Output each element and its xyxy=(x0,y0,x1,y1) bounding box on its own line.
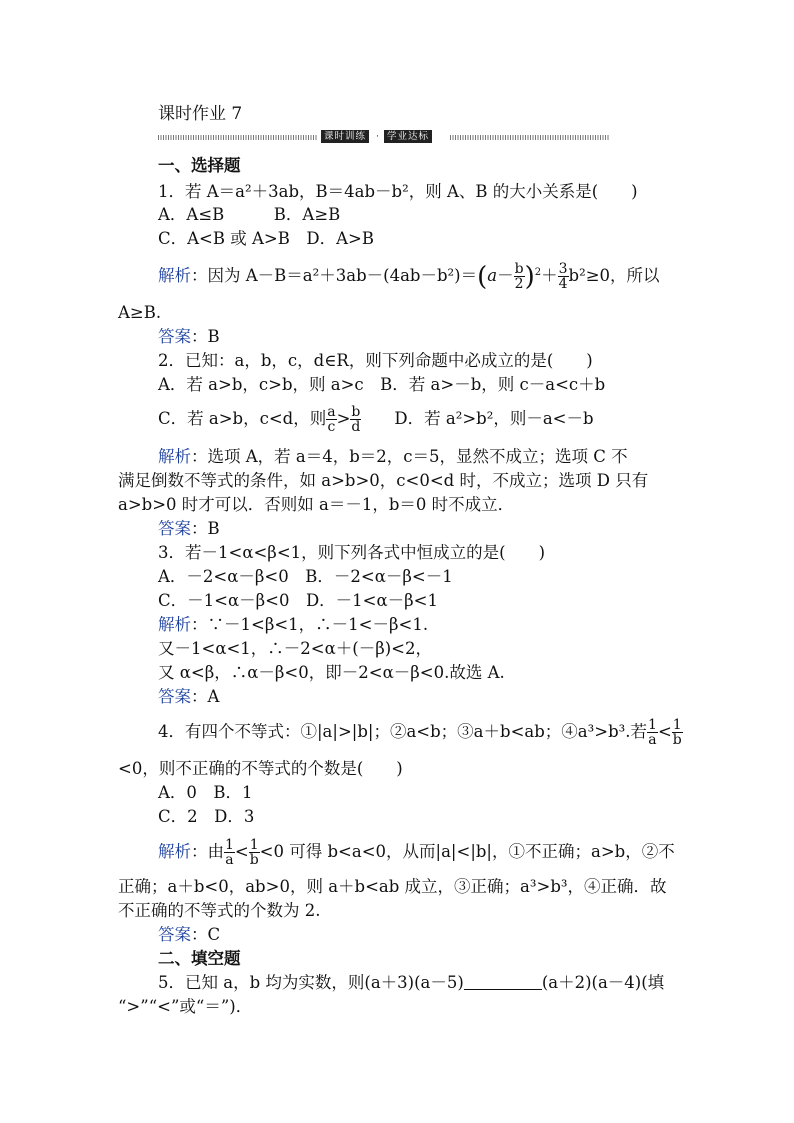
q2-explanation-line3: a>b>0 时才可以．否则如 a＝－1，b＝0 时不成立． xyxy=(118,495,515,514)
q2-stem: 2．已知：a，b，c，d∈R，则下列命题中必成立的是( ) xyxy=(158,351,593,370)
q4-explanation-line3: 不正确的不等式的个数为 2. xyxy=(118,901,321,920)
section-heading-choice: 一、选择题 xyxy=(158,156,241,175)
q4-exp-fraction-1-a: $\frac{1}{a}$ xyxy=(225,837,234,868)
banner-label-left: 课时训练 xyxy=(321,130,369,143)
q1-explanation-cont: A≥B. xyxy=(118,303,162,322)
q3-answer: 答案：A xyxy=(158,687,220,706)
q5-stem: 5．已知 a，b 均为实数，则(a＋3)(a－5) (a＋2)(a－4)(填 xyxy=(158,973,665,992)
q2-fraction-a-c: $\frac{a}{c}$ xyxy=(327,404,336,435)
q5-stem-cont: “>”“<”或“＝”)． xyxy=(118,997,253,1016)
q1-options-cd: C．A<B 或 A>B D．A>B xyxy=(158,229,374,248)
q1-stem: 1．若 A＝a²＋3ab，B＝4ab－b²，则 A、B 的大小关系是( ) xyxy=(158,182,638,201)
section-banner xyxy=(158,130,610,144)
q4-explanation: 解析：由 $\frac{1}{a}$ < $\frac{1}{b}$ <0 可得 b<a<0，从而|a|<|b|，①不正确；a>b，②不 xyxy=(158,837,675,868)
explanation-label: 解析 xyxy=(158,266,191,285)
banner-label-right: 学业达标 xyxy=(384,130,432,143)
q2-explanation: 解析：选项 A，若 a＝4，b＝2，c＝5，显然不成立；选项 C 不 xyxy=(158,447,628,466)
q4-options-cd: C．2 D．3 xyxy=(158,807,255,826)
section-heading-fill: 二、填空题 xyxy=(158,949,241,968)
q1-explanation: 解析：因为 A－B＝a²＋3ab－(4ab－b²)＝(a－ $\frac{b}{2}$ )$^2$＋ $\frac{3}{4}$ b²≥0，所以 xyxy=(158,261,660,292)
answer-label: 答案 xyxy=(158,327,191,346)
q2-explanation-line2: 满足倒数不等式的条件，如 a>b>0，c<0<d 时，不成立；选项 D 只有 xyxy=(118,471,649,490)
q4-fraction-1-a: $\frac{1}{a}$ xyxy=(648,717,657,748)
q4-explanation-line2: 正确；a＋b<0，ab>0，则 a＋b<ab 成立，③正确；a³>b³，④正确．故 xyxy=(118,877,667,896)
q1-fraction-3-4: $\frac{3}{4}$ xyxy=(558,261,568,292)
q1-options-ab: A．A≤B B．A≥B xyxy=(158,205,341,224)
q3-explanation: 解析：∵－1<β<1，∴－1<－β<1. xyxy=(158,615,429,634)
q1-exp-text-1: ：因为 A－B＝a²＋3ab－(4ab－b²)＝ xyxy=(191,266,478,285)
q4-stem: 4．有四个不等式：①|a|>|b|；②a<b；③a＋b<ab；④a³>b³.若 $\frac{1}{a}$ < $\frac{1}{b}$ xyxy=(158,717,682,748)
q1-exp-text-2: b²≥0，所以 xyxy=(568,266,660,285)
banner-hatch-left xyxy=(158,135,318,140)
q2-answer: 答案：B xyxy=(158,519,220,538)
q4-options-ab: A．0 B．1 xyxy=(158,783,253,802)
q2-options-cd: C．若 a>b，c<d，则 $\frac{a}{c}$ > $\frac{b}{d}$ D．若 a²>b²，则－a<－b xyxy=(158,404,594,435)
q3-options-cd: C．－1<α－β<0 D．－1<α－β<1 xyxy=(158,591,439,610)
banner-hatch-right xyxy=(450,135,610,140)
q5-answer-blank[interactable] xyxy=(464,975,542,990)
banner-separator: · xyxy=(376,131,380,142)
q2-options-ab: A．若 a>b，c>b，则 a>c B．若 a>－b，则 c－a<c＋b xyxy=(158,375,606,394)
q2-fraction-b-d: $\frac{b}{d}$ xyxy=(351,404,361,435)
q3-options-ab: A．－2<α－β<0 B．－2<α－β<－1 xyxy=(158,567,453,586)
q3-stem: 3．若－1<α<β<1，则下列各式中恒成立的是( ) xyxy=(158,543,546,562)
q4-exp-fraction-1-b: $\frac{1}{b}$ xyxy=(249,837,259,868)
q1-fraction-b-2: $\frac{b}{2}$ xyxy=(514,261,524,292)
q4-stem-cont: <0，则不正确的不等式的个数是( ) xyxy=(118,759,403,778)
q4-answer: 答案：C xyxy=(158,925,221,944)
q3-explanation-line2: 又－1<α<1，∴－2<α＋(－β)<2， xyxy=(158,639,432,658)
q1-answer: 答案：B xyxy=(158,327,220,346)
page-title: 课时作业 7 xyxy=(158,104,243,124)
q3-explanation-line3: 又 α<β，∴α－β<0，即－2<α－β<0.故选 A. xyxy=(158,663,505,682)
q4-fraction-1-b: $\frac{1}{b}$ xyxy=(672,717,682,748)
